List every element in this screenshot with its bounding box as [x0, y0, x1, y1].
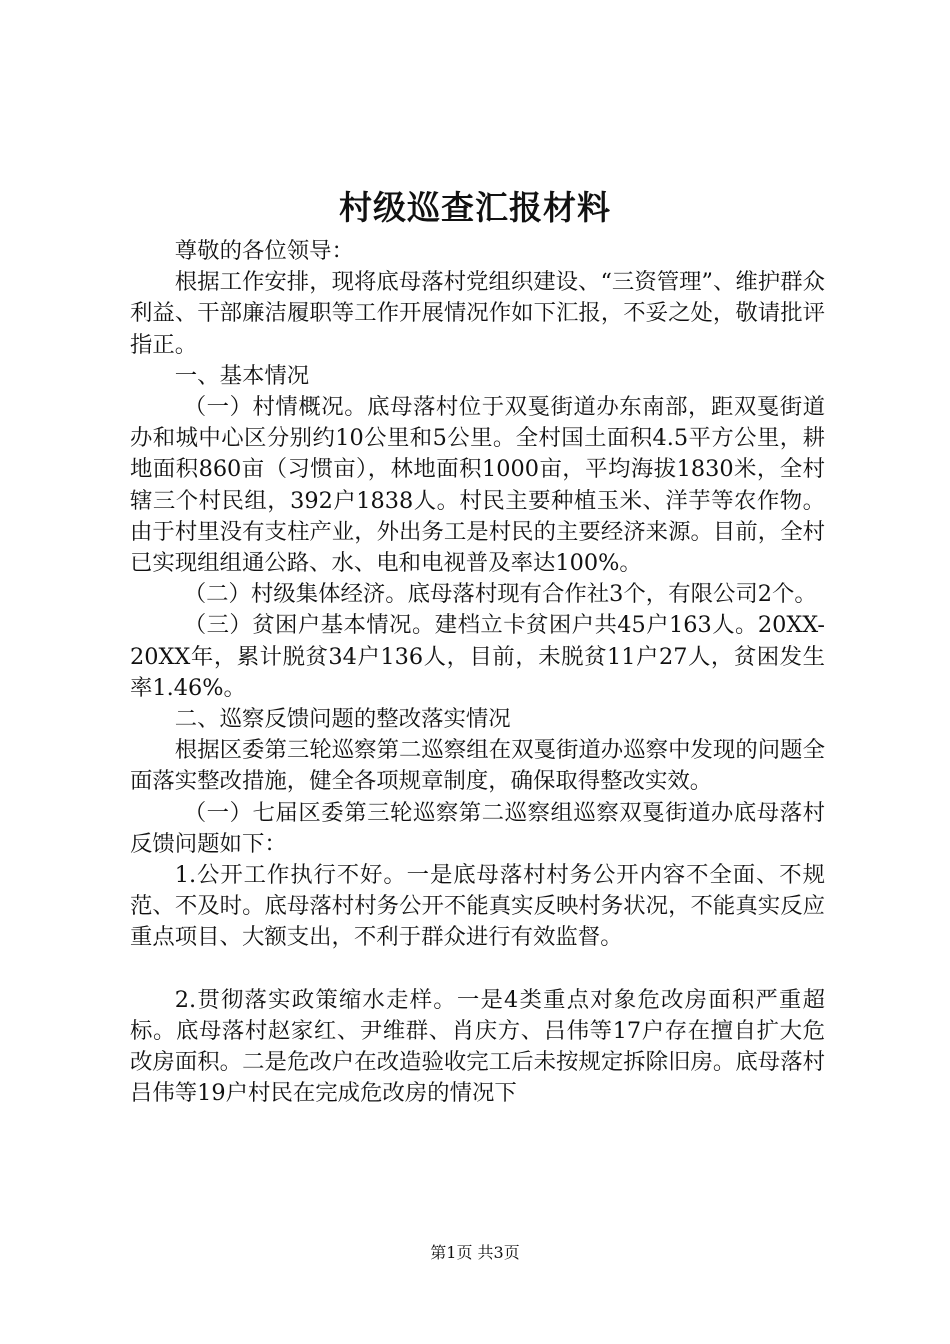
paragraph-issue-1: 1.公开工作执行不好。一是底母落村村务公开内容不全面、不规范、不及时。底母落村村务公开不能真实反映村务状况，不能真实反应重点项目、大额支出，不利于群众进行有效监督。 — [130, 862, 825, 951]
intro-paragraph: 根据工作安排，现将底母落村党组织建设、“三资管理”、维护群众利益、干部廉洁履职等工作开展情况作如下汇报，不妥之处，敬请批评指正。 — [130, 269, 825, 358]
paragraph-poor-households: （三）贫困户基本情况。建档立卡贫困户共45户163人。20XX-20XX年，累计脱贫34户136人，目前，未脱贫11户27人，贫困发生率1.46%。 — [130, 612, 825, 701]
paragraph-feedback-issues: （一）七届区委第三轮巡察第二巡察组巡察双戛街道办底母落村反馈问题如下： — [130, 799, 825, 857]
document-title: 村级巡查汇报材料 — [339, 188, 611, 227]
paragraph-spacer — [130, 954, 825, 985]
paragraph-village-overview: （一）村情概况。底母落村位于双戛街道办东南部，距双戛街道办和城中心区分别约10公里和5公里。全村国土面积4.5平方公里，耕地面积860亩（习惯亩），林地面积1000亩，平均海拔1830米，全村辖三个村民组，392户1838人。村民主要种植玉米、洋芋等农作物。由于村里没有支柱产业，外出务工是村民的主要经济来源。目前，全村已实现组组通公路、水、电和电视普及率达100%。 — [130, 394, 825, 577]
page-footer: 第1页 共3页 — [430, 1243, 520, 1262]
section-heading-rectification: 二、巡察反馈问题的整改落实情况 — [174, 706, 511, 733]
section-heading-basic-situation: 一、基本情况 — [174, 362, 310, 389]
paragraph-collective-economy: （二）村级集体经济。底母落村现有合作社3个，有限公司2个。 — [183, 581, 817, 608]
paragraph-issue-2: 2.贯彻落实政策缩水走样。一是4类重点对象危改房面积严重超标。底母落村赵家红、尹维群、肖庆方、吕伟等17户存在擅自扩大危改房面积。二是危改户在改造验收完工后未按规定拆除旧房。底母落村吕伟等19户村民在完成危改房的情况下 — [130, 986, 825, 1107]
salutation: 尊敬的各位领导： — [174, 238, 354, 264]
document-body — [130, 236, 825, 1110]
paragraph-rectification-intro: 根据区委第三轮巡察第二巡察组在双戛街道办巡察中发现的问题全面落实整改措施，健全各项规章制度，确保取得整改实效。 — [130, 737, 825, 795]
